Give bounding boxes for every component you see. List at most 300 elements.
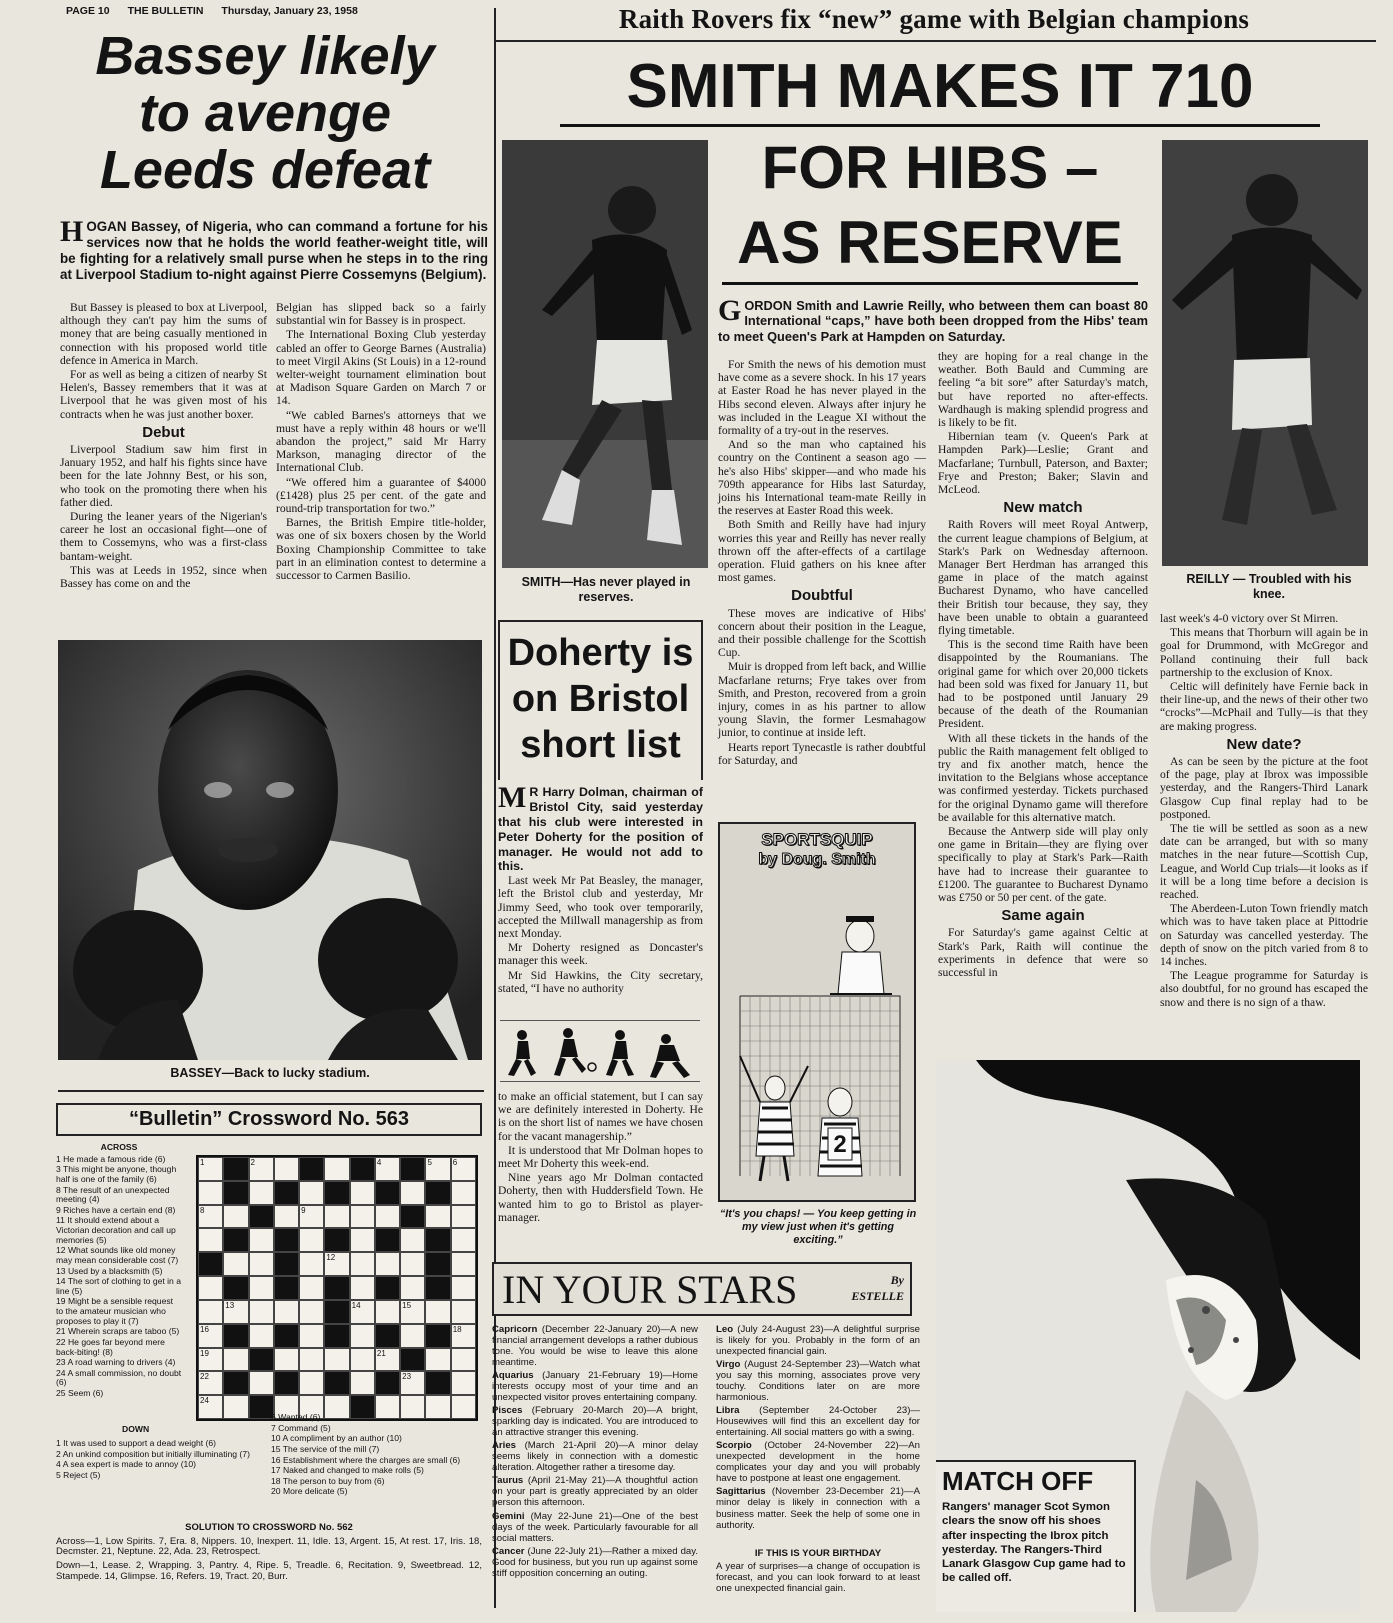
sportsquip-cartoon	[718, 822, 916, 1202]
grid-cell[interactable]	[198, 1205, 223, 1229]
horoscope-entry	[716, 1359, 920, 1403]
grid-block	[223, 1181, 248, 1205]
grid-cell-number: 19	[200, 1348, 209, 1358]
match-off-caption-box	[936, 1460, 1136, 1612]
grid-block	[249, 1348, 274, 1372]
grid-cell[interactable]	[451, 1181, 476, 1205]
smith-subhead-new-match: New match	[1003, 499, 1083, 517]
crossword-clue: 13 Used by a blacksmith (5)	[56, 1265, 163, 1276]
smith-headline-3: AS RESERVE	[737, 209, 1123, 276]
grid-cell[interactable]	[223, 1395, 248, 1419]
grid-cell[interactable]	[425, 1157, 450, 1181]
grid-cell[interactable]	[299, 1300, 324, 1324]
grid-cell[interactable]	[400, 1181, 425, 1205]
crossword-clue: 1 It was used to support a dead weight (6)	[56, 1438, 217, 1448]
smith-c3-p1: last week's 4-0 victory over St Mirren.	[1160, 612, 1339, 625]
grid-cell[interactable]	[324, 1348, 349, 1372]
bassey-column-1	[60, 301, 267, 591]
smith-c3-p5: The tie will be settled as soon as a new date can be arranged, but with so many matches in the near future—Scottish Cup, League, and World Cup trials—it looks as if it will be a long time before a decision is reached.	[1160, 821, 1368, 901]
bassey-c2-p4: “We offered him a guarantee of $4000 (£1428) plus 25 per cent. of the gate and round-trip transportation for two.”	[276, 475, 486, 516]
grid-cell[interactable]	[274, 1157, 299, 1181]
match-off-photo	[936, 1060, 1360, 1612]
horoscope-text: (January 21-February 19)—Home interests occupy most of your time and an unexpected visitor proves entertaining company.	[492, 1370, 698, 1404]
grid-cell[interactable]	[198, 1348, 223, 1372]
grid-block	[274, 1252, 299, 1276]
grid-block	[375, 1181, 400, 1205]
grid-cell[interactable]	[299, 1371, 324, 1395]
horoscope-sign: Scorpio	[716, 1440, 752, 1452]
banner-rule	[496, 40, 1376, 42]
match-off-caption: Rangers' manager Scot Symon clears the snow off his shoes after inspecting the Ibrox pitch yesterday. The Rangers-Third Lanark Glasgow Cup game had to be called off.	[942, 1501, 1126, 1585]
grid-cell[interactable]	[324, 1205, 349, 1229]
crossword-clue: 6 Wanted (6)	[271, 1412, 321, 1422]
grid-cell[interactable]	[249, 1228, 274, 1252]
paper-name: THE BULLETIN	[127, 5, 204, 17]
crossword-clue: 23 A road warning to drivers (4)	[56, 1357, 176, 1368]
grid-cell[interactable]	[299, 1276, 324, 1300]
crossword-clue: 1 He made a famous ride (6)	[56, 1153, 166, 1164]
crossword-clue: 4 A sea expert is made to annoy (10)	[56, 1459, 196, 1470]
grid-block	[400, 1205, 425, 1229]
grid-cell[interactable]	[400, 1371, 425, 1395]
grid-cell-number: 12	[326, 1253, 336, 1263]
grid-cell[interactable]	[451, 1157, 476, 1181]
doherty-headline-1: Doherty is	[507, 632, 694, 674]
horoscope-text: (June 22-July 21)—Rather a mixed day. Good for business, but you run up against some stiff opposition concerning an outing.	[492, 1545, 698, 1579]
horoscope-text: (October 24-November 22)—An unexpected development in the home complicates your day and you will probably have to postpone at least one engagement.	[716, 1440, 920, 1485]
crossword-clue: 21 Wherein scraps are taboo (5)	[56, 1326, 180, 1337]
grid-block	[274, 1276, 299, 1300]
horoscope-entry	[716, 1405, 920, 1438]
grid-cell[interactable]	[198, 1371, 223, 1395]
grid-cell-number: 5	[427, 1158, 432, 1167]
crossword-clue: 8 The result of an unexpected meeting (4)	[56, 1184, 170, 1205]
grid-block	[223, 1228, 248, 1252]
across-clues	[56, 1143, 182, 1400]
down-label: DOWN	[122, 1424, 150, 1434]
solution-title: SOLUTION TO CROSSWORD No. 562	[185, 1522, 353, 1533]
horoscope-sign: Pisces	[492, 1405, 523, 1417]
grid-cell-number: 22	[200, 1372, 209, 1382]
horoscope-sign: Leo	[716, 1324, 734, 1335]
grid-cell[interactable]	[299, 1252, 324, 1276]
bassey-c2-p2: The International Boxing Club yesterday cabled an offer to George Barnes (Australia) to meet Virgil Akins (St Louis) in a 12-round welter-weight tournament elimination bout at Madison Square Garden on March 7 or 14.	[276, 328, 486, 408]
masthead	[66, 5, 396, 21]
grid-cell[interactable]	[198, 1324, 223, 1348]
grid-cell-number: 4	[376, 1158, 382, 1167]
grid-block	[223, 1371, 248, 1395]
horoscope-entry	[492, 1511, 698, 1544]
across-list	[56, 1155, 182, 1399]
smith-dropcap: G	[718, 294, 742, 327]
doherty-headline-2: on Bristol	[511, 678, 690, 720]
horoscope-text: (December 22-January 20)—A new financial arrangement develops a rather dubious tone. You would be wise to leave this alone meantime.	[492, 1324, 698, 1369]
top-banner: Raith Rovers fix “new” game with Belgian champions	[618, 4, 1250, 34]
grid-block	[324, 1300, 349, 1324]
doherty-lead-text: R Harry Dolman, chairman of Bristol City, said yesterday that his club were interested in Peter Doherty for the position of manager. He would not add to this.	[498, 785, 703, 874]
doherty-p2: Mr Doherty resigned as Doncaster's manager this week.	[498, 941, 703, 968]
grid-cell[interactable]	[324, 1252, 349, 1276]
stars-left-column	[492, 1324, 698, 1581]
grid-cell[interactable]	[400, 1276, 425, 1300]
grid-cell[interactable]	[400, 1228, 425, 1252]
smith-c1-p2: And so the man who captained his country on the Continent a season ago — he's also Hibs' skipper—and who made his 709th appearance for Hibs last Saturday, joins his International team-mate Reilly in the reserves at Easter Road this week.	[718, 438, 926, 518]
crossword-clue: 10 A compliment by an author (10)	[271, 1433, 402, 1444]
grid-block	[223, 1324, 248, 1348]
crossword-clue: 20 More delicate (5)	[271, 1486, 348, 1497]
grid-cell[interactable]	[350, 1228, 375, 1252]
smith-c2-p4: This is the second time Raith have been disappointed by the Roumanians. The original game for which over 20,000 tickets had been sold was fixed for January 11, but had to be postponed until January 29 because of the death of the Roumanian President.	[938, 638, 1148, 731]
grid-block	[425, 1276, 450, 1300]
doherty-dropcap: M	[498, 781, 527, 814]
crossword-clue: 15 The service of the mill (7)	[271, 1443, 380, 1454]
horoscope-text: (April 21-May 21)—A thoughtful action on your part is greatly appreciated by an older person this afternoon.	[492, 1475, 698, 1509]
grid-cell[interactable]	[350, 1371, 375, 1395]
grid-block	[274, 1371, 299, 1395]
grid-cell[interactable]	[350, 1324, 375, 1348]
grid-cell[interactable]	[198, 1157, 223, 1181]
sportsquip-caption: “It's you chaps! — You keep getting in my view just when it's getting exciting.”	[719, 1208, 917, 1246]
crossword-clue: 3 This might be anyone, though half is one of the family (6)	[56, 1164, 177, 1184]
grid-cell[interactable]	[249, 1181, 274, 1205]
crossword-clue: 9 Riches have a certain end (8)	[56, 1204, 176, 1215]
crossword-clue: 5 Reject (5)	[56, 1469, 101, 1480]
sportsquip-title-1: SPORTSQUIP	[761, 830, 873, 849]
bassey-dropcap: H	[60, 215, 84, 248]
horoscope-entry	[492, 1370, 698, 1403]
grid-cell[interactable]	[198, 1276, 223, 1300]
grid-cell[interactable]	[249, 1300, 274, 1324]
across-label: ACROSS	[100, 1142, 138, 1152]
crossword-grid	[196, 1155, 478, 1421]
smith-c3-p4: As can be seen by the picture at the foot of the page, play at Ibrox was impossible yesterday, and the Rangers-Third Lanark Glasgow Cup final replay had to be postponed.	[1160, 754, 1368, 821]
horoscope-text: (March 21-April 20)—A minor delay seems likely in connection with a domestic alteration. Altogether rather a tiresome day.	[492, 1440, 698, 1474]
grid-cell[interactable]	[223, 1205, 248, 1229]
grid-cell[interactable]	[451, 1276, 476, 1300]
stars-by: By	[890, 1273, 904, 1287]
stars-birthday	[716, 1548, 920, 1594]
bassey-subhead: Debut	[142, 423, 185, 441]
grid-cell[interactable]	[299, 1324, 324, 1348]
crossword-clue: 7 Command (5)	[271, 1422, 331, 1433]
reilly-caption: REILLY — Troubled with his knee.	[1186, 572, 1352, 601]
grid-block	[223, 1276, 248, 1300]
smith-c3-p6: The Aberdeen-Luton Town friendly match which was to have taken place at Pittodrie on Saturday was cancelled yesterday. The depth of snow on the pitch varied from 8 to 14 inches.	[1160, 902, 1368, 968]
grid-cell-number: 9	[301, 1205, 306, 1215]
grid-cell[interactable]	[198, 1300, 223, 1324]
stars-title: IN YOUR STARS	[502, 1267, 798, 1312]
horoscope-sign: Libra	[716, 1405, 740, 1417]
grid-cell[interactable]	[223, 1348, 248, 1372]
grid-block	[324, 1276, 349, 1300]
match-off-title: MATCH OFF	[942, 1466, 1094, 1496]
footballers-drawing-art	[500, 1021, 700, 1083]
solution-across: Across—1, Low Spirits. 7, Era. 8, Nippers. 10, Inexpert. 11, Idle. 13, Argent. 15, At rest. 17, Iris. 18, Decmster. 21, Neptune. 22, Ada. 23, Retrospect.	[56, 1535, 482, 1558]
bassey-c1-p4: During the leaner years of the Nigerian's career he lost an occasional fight—one of them to Cossemyns, who was a first-class bantam-weight.	[60, 509, 267, 563]
stars-birthday-text: A year of surprises—a change of occupation is forecast, and you can look forward to at least one unexpected financial gain.	[716, 1561, 920, 1595]
grid-cell[interactable]	[299, 1348, 324, 1372]
grid-cell[interactable]	[223, 1252, 248, 1276]
grid-cell[interactable]	[274, 1205, 299, 1229]
stars-byline	[851, 1272, 904, 1304]
grid-cell[interactable]	[274, 1348, 299, 1372]
smith-c1-p5: Muir is dropped from left back, and Willie Macfarlane returns; Frye takes over from Smith, and Preston, recovered from a groin injury, comes in as his partner to allow young Slavin, the former Lesmahagow junior, to continue at inside left.	[718, 660, 926, 740]
grid-cell-number: 15	[402, 1300, 412, 1310]
horoscope-entry	[716, 1324, 920, 1357]
grid-cell[interactable]	[299, 1181, 324, 1205]
grid-cell-number: 8	[200, 1205, 205, 1215]
grid-cell[interactable]	[299, 1205, 324, 1229]
doherty-headline-3: short list	[520, 724, 681, 766]
smith-subhead-same-again: Same again	[1001, 907, 1085, 925]
bassey-column-2	[276, 301, 486, 583]
crossword-clue: 17 Naked and changed to make rolls (5)	[271, 1465, 424, 1476]
smith-c2-p6: Because the Antwerp side will play only one game in Britain—they are flying over specifically to play at Stark's Park—Raith have had to increase their guarantee to £1200. The guarantee to Bucharest Dynamo was £750 or 50 per cent. of the gate.	[938, 825, 1148, 905]
grid-cell[interactable]	[350, 1300, 375, 1324]
grid-block	[425, 1228, 450, 1252]
grid-cell[interactable]	[375, 1348, 400, 1372]
crossword-clue: 2 An unkind composition but initially illuminating (7)	[56, 1448, 250, 1459]
grid-cell[interactable]	[350, 1348, 375, 1372]
sportsquip-art	[720, 876, 916, 1196]
smith-photo-art	[502, 140, 708, 568]
horoscope-sign: Sagittarius	[716, 1486, 766, 1498]
grid-cell[interactable]	[350, 1205, 375, 1229]
horoscope-text: (May 22-June 21)—One of the best days of the week. Particularly favourable for all social matters.	[492, 1510, 698, 1544]
stars-birthday-title: IF THIS IS YOUR BIRTHDAY	[754, 1548, 882, 1559]
grid-cell[interactable]	[249, 1157, 274, 1181]
smith-c2-p2: Hibernian team (v. Queen's Park at Hampden Park)—Leslie; Grant and Macfarlane; Turnbull, Paterson, and Baxter; Frye and Preston; Baker; Slavin and McLeod.	[938, 430, 1148, 497]
stars-author: ESTELLE	[851, 1289, 904, 1303]
horoscope-sign: Virgo	[716, 1359, 741, 1371]
grid-block	[375, 1371, 400, 1395]
grid-cell-number: 23	[402, 1372, 412, 1382]
grid-block	[249, 1205, 274, 1229]
sportsquip-title-2: by Doug. Smith	[758, 851, 876, 868]
grid-cell[interactable]	[249, 1252, 274, 1276]
grid-block	[375, 1276, 400, 1300]
smith-c3-p3: Celtic will definitely have Fernie back in their line-up, and the news of their other two “crocks”—McPhail and Tully—is that they are making progress.	[1160, 680, 1368, 733]
issue-date: Thursday, January 23, 1958	[221, 5, 358, 17]
smith-lead-text: ORDON Smith and Lawrie Reilly, who between them can boast 80 International “caps,” have both been dropped from the Hibs' team to meet Queen's Park at Hampden on Saturday.	[718, 298, 1148, 344]
smith-c1-p6: Hearts report Tynecastle is rather doubtful for Saturday, and	[718, 740, 926, 767]
grid-cell-number: 21	[376, 1348, 386, 1358]
footballers-drawing	[500, 1020, 700, 1082]
crossword-clue: 22 He goes far beyond mere back-biting! (8)	[56, 1336, 165, 1357]
horoscope-text: (August 24-September 23)—Watch what you say this morning, associates prove very touchy. Conditions later on are more harmonious.	[716, 1359, 920, 1404]
doherty-body-1	[498, 874, 703, 995]
doherty-lead	[498, 781, 703, 874]
grid-block	[223, 1157, 248, 1181]
grid-cell[interactable]	[324, 1157, 349, 1181]
grid-cell[interactable]	[451, 1371, 476, 1395]
smith-c2-p1: they are hoping for a real change in the weather. Both Bauld and Cumming are feeling “a bit sore” after Saturday's match, but have reported no after-effects. Wardhaugh is making splendid progress and is likely to be fit.	[938, 350, 1148, 430]
bassey-lead-text: OGAN Bassey, of Nigeria, who can command a fortune for his services now that he holds the world feather-weight title, will be fighting for a relatively small purse when he steps in to the ring at Liverpool Stadium to-night against Pierre Cossemyns (Belgium).	[60, 219, 488, 283]
grid-block	[350, 1157, 375, 1181]
horoscope-sign: Capricorn	[492, 1324, 538, 1335]
grid-cell[interactable]	[198, 1395, 223, 1419]
doherty-body-2	[498, 1090, 703, 1225]
horoscope-entry	[492, 1475, 698, 1508]
bassey-c2-p5: Barnes, the British Empire title-holder, was one of six boxers chosen by the World Boxing Championship Committee to take part in an elimination contest to determine a successor to Carmen Basilio.	[276, 516, 486, 583]
horoscope-entry	[492, 1405, 698, 1438]
grid-cell[interactable]	[451, 1324, 476, 1348]
grid-block	[375, 1324, 400, 1348]
smith-photo	[502, 140, 708, 568]
grid-cell[interactable]	[350, 1252, 375, 1276]
horoscope-sign: Gemini	[492, 1510, 525, 1522]
horoscope-entry	[492, 1324, 698, 1368]
grid-cell[interactable]	[274, 1300, 299, 1324]
smith-c3-p2: This means that Thorburn will again be in goal for Drummond, with McGregor and Polland continuing their full back partnership to the exclusion of Knox.	[1160, 626, 1368, 679]
doherty-p1: Last week Mr Pat Beasley, the manager, left the Bristol club and yesterday, Mr Jimmy Seed, who took over temporarily, accepted the Millwall managership as from next Monday.	[498, 874, 703, 941]
grid-cell[interactable]	[400, 1252, 425, 1276]
horoscope-sign: Cancer	[492, 1545, 525, 1557]
grid-cell[interactable]	[451, 1228, 476, 1252]
horoscope-entry	[716, 1440, 920, 1484]
crossword-clue: 11 It should extend about a Victorian decoration and call up memories (5)	[56, 1215, 176, 1245]
horoscope-text: (September 24-October 23)—Housewives will find this an excellent day for entertaining. All social matters go with a swing.	[716, 1405, 920, 1439]
bassey-c1-p3: Liverpool Stadium saw him first in January 1952, and half his fights since have been for the late Johnny Best, or his son, who took on the promoting there when his father died.	[60, 442, 267, 509]
smith-column-2	[938, 350, 1148, 980]
sportsquip-title	[720, 824, 914, 870]
smith-headline	[560, 50, 1320, 127]
grid-cell[interactable]	[350, 1276, 375, 1300]
grid-cell[interactable]	[425, 1348, 450, 1372]
cartoon-shirt-number: 2	[833, 1131, 847, 1158]
smith-c3-p7: The League programme for Saturday is also doubtful, for no ground has escaped the snow and there is no sign of a thaw.	[1160, 969, 1368, 1009]
bassey-photo-art	[58, 640, 482, 1060]
grid-block	[425, 1324, 450, 1348]
solution-block	[56, 1523, 482, 1582]
smith-headline-1: SMITH MAKES IT 710	[560, 50, 1320, 127]
down-list-left	[56, 1439, 261, 1482]
grid-cell[interactable]	[350, 1181, 375, 1205]
stars-right-column	[716, 1324, 920, 1533]
smith-headline-2: FOR HIBS –	[761, 134, 1099, 201]
bassey-c2-p3: “We cabled Barnes's attorneys that we must have a reply within 48 hours or we'll abandon the project,” said Mr Harry Markson, managing director of the International Club.	[276, 408, 486, 475]
bassey-c1-p5: This was at Leeds in 1952, since when Bassey has come on and the	[60, 563, 267, 590]
smith-subhead-doubtful: Doubtful	[791, 587, 853, 605]
crossword-clue: 16 Establishment where the charges are small (6)	[271, 1454, 461, 1465]
grid-cell[interactable]	[451, 1300, 476, 1324]
bassey-c2-p1: Belgian has slipped back so a fairly substantial win for Bassey is in prospect.	[276, 301, 486, 328]
grid-cell[interactable]	[299, 1228, 324, 1252]
smith-headline-rule	[722, 282, 1138, 285]
grid-cell[interactable]	[451, 1205, 476, 1229]
reilly-photo-art	[1162, 140, 1368, 566]
grid-cell-number: 14	[351, 1300, 361, 1310]
horoscope-entry	[492, 1546, 698, 1579]
grid-block	[198, 1252, 223, 1276]
smith-lead	[718, 294, 1148, 344]
grid-cell-number: 16	[200, 1324, 209, 1334]
doherty-story	[498, 781, 703, 996]
grid-cell-number: 2	[250, 1158, 255, 1167]
horoscope-sign: Aquarius	[492, 1370, 534, 1382]
doherty-p6: Nine years ago Mr Dolman contacted Doherty, then with Huddersfield Town. He wanted him to go to Bristol as player-manager.	[498, 1171, 703, 1224]
horoscope-entry	[716, 1486, 920, 1530]
grid-cell-number: 18	[452, 1324, 462, 1334]
grid-cell[interactable]	[249, 1276, 274, 1300]
horoscope-text: (February 20-March 20)—A bright, sparkling day is indicated. You are introduced to an attractive stranger this evening.	[492, 1405, 698, 1439]
grid-block	[425, 1371, 450, 1395]
grid-cell[interactable]	[198, 1228, 223, 1252]
crossword-clue: 24 A small commission, no doubt (6)	[56, 1367, 182, 1388]
smith-caption: SMITH—Has never played in reserves.	[521, 575, 691, 604]
solution-down: Down—1, Lease. 2, Wrapping. 3, Pantry. 4, Ripe. 5, Treadle. 6, Recitation. 9, Sweetbread. 12, Stampede. 14, Glimpse. 16, Refers. 19, Tract. 20, Burr.	[56, 1559, 482, 1582]
horoscope-text: (July 24-August 23)—A delightful surprise is likely for you. Probably in the form of an unexpected financial gain.	[716, 1324, 920, 1358]
doherty-p3: Mr Sid Hawkins, the City secretary, stated, “I have no authority	[498, 968, 703, 995]
grid-block	[299, 1157, 324, 1181]
grid-cell[interactable]	[375, 1300, 400, 1324]
grid-block	[324, 1228, 349, 1252]
smith-subhead-new-date: New date?	[1226, 735, 1302, 753]
grid-cell[interactable]	[375, 1252, 400, 1276]
grid-block	[324, 1181, 349, 1205]
smith-c2-p5: With all these tickets in the hands of the public the Raith management felt obliged to try and fix another match, hence the invitation to the Belgians whose acceptance was confirmed yesterday. Tickets purchased for the original Dynamo game will therefore be available for this alternative match.	[938, 731, 1148, 824]
smith-c2-p7: For Saturday's game against Celtic at Stark's Park, Raith will continue the experiments in defence that were so successful in	[938, 926, 1148, 979]
grid-cell[interactable]	[425, 1300, 450, 1324]
grid-cell[interactable]	[375, 1157, 400, 1181]
grid-cell[interactable]	[375, 1205, 400, 1229]
grid-cell[interactable]	[198, 1181, 223, 1205]
smith-c2-p3: Raith Rovers will meet Royal Antwerp, the current league champions of Belgium, at Stark's Park on Wednesday afternoon. Manager Bert Herdman has arranged this game in place of the match against Bucharest Dynamo, who have cancelled their British tour because, they say, they have been unable to obtain a guaranteed flying timetable.	[938, 518, 1148, 637]
doherty-box	[498, 620, 703, 780]
crossword-clue: 19 Might be a sensible request to the amateur musician who proposes to play it (7)	[56, 1296, 174, 1326]
grid-cell[interactable]	[451, 1348, 476, 1372]
smith-column-3	[1160, 612, 1368, 1010]
grid-block	[274, 1181, 299, 1205]
down-list-right	[271, 1413, 479, 1498]
grid-cell-number: 6	[452, 1158, 458, 1167]
horoscope-entry	[492, 1440, 698, 1473]
crossword-clue: 18 The person to buy from (6)	[271, 1475, 385, 1486]
grid-block	[425, 1252, 450, 1276]
bassey-headline-3: Leeds defeat	[99, 140, 431, 200]
bassey-photo	[58, 640, 482, 1060]
bassey-bottom-rule	[58, 1090, 484, 1092]
horoscope-text: (November 23-December 21)—A minor delay is likely in connection with a business matter. Seek the help of some one in authority.	[716, 1486, 920, 1531]
grid-block	[425, 1181, 450, 1205]
grid-block	[400, 1348, 425, 1372]
bassey-c1-p2: For as well as being a citizen of nearby St Helen's, Bassey remembers that it was at Liverpool that he was given most of his contracts when he was just another boxer.	[60, 368, 267, 421]
grid-cell[interactable]	[249, 1324, 274, 1348]
grid-cell[interactable]	[451, 1252, 476, 1276]
grid-block	[274, 1228, 299, 1252]
smith-c1-p3: Both Smith and Reilly have had injury worries this year and Reilly has never really thrown off the after-effects of a cartilage operation. Fluid gathers on his knee after most games.	[718, 518, 926, 585]
grid-cell-number: 24	[200, 1396, 209, 1406]
crossword-clue: 12 What sounds like old money may mean considerable cost (7)	[56, 1245, 179, 1265]
grid-cell[interactable]	[425, 1205, 450, 1229]
grid-cell[interactable]	[400, 1300, 425, 1324]
bassey-headline	[40, 28, 490, 199]
doherty-p5: It is understood that Mr Dolman hopes to meet Mr Doherty this week-end.	[498, 1143, 703, 1171]
horoscope-sign: Aries	[492, 1440, 516, 1452]
page-number: PAGE 10	[66, 5, 110, 17]
bassey-c1-p1: But Bassey is pleased to box at Liverpool, although they can't pay him the sums of money that are being casually mentioned in connection with his proposed world title defence in America in March.	[60, 301, 267, 367]
grid-block	[274, 1324, 299, 1348]
grid-cell[interactable]	[249, 1371, 274, 1395]
grid-cell-number: 1	[200, 1158, 205, 1167]
doherty-p4: to make an official statement, but I can say we are definitely interested in Doherty. He is on the short list of names we have chosen for the vacant managership.”	[498, 1090, 703, 1143]
grid-block	[324, 1324, 349, 1348]
grid-block	[375, 1228, 400, 1252]
grid-cell-number: 13	[225, 1300, 235, 1310]
grid-cell[interactable]	[400, 1324, 425, 1348]
grid-cell[interactable]	[223, 1300, 248, 1324]
bassey-headline-1: Bassey likely	[95, 26, 435, 86]
